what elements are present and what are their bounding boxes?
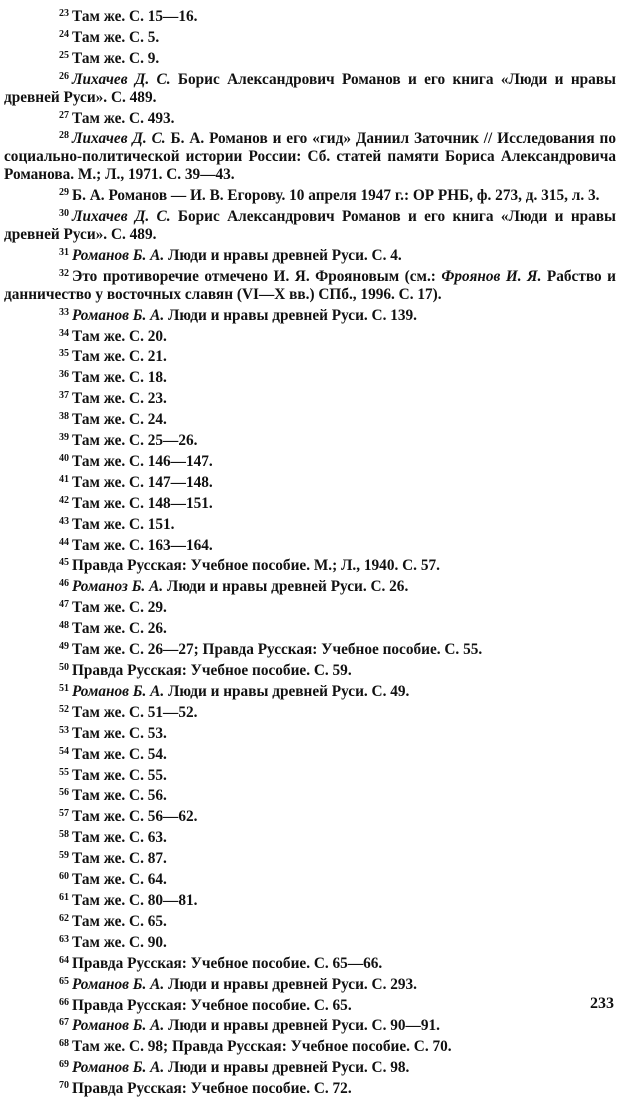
footnote-number: 66: [59, 996, 69, 1008]
footnote-author: Фроянов И. Я.: [441, 267, 542, 285]
footnote: [4, 127, 616, 184]
footnote-text: Там же. С. 87.: [72, 850, 167, 868]
footnote-number: 44: [59, 536, 69, 548]
footnote-number: 54: [59, 745, 69, 757]
footnote-text: Там же. С. 5.: [72, 28, 160, 46]
footnote: [4, 429, 616, 450]
footnote-text: Там же. С. 26.: [72, 620, 167, 638]
footnote-number: 39: [59, 432, 69, 444]
footnote-number: 24: [59, 28, 69, 40]
footnote-text: Там же. С. 15—16.: [72, 8, 198, 25]
footnote: [4, 68, 616, 107]
footnote-text: Там же. С. 53.: [72, 724, 167, 742]
footnote: [4, 1035, 616, 1056]
footnote-text: Там же. С. 55.: [72, 766, 167, 784]
footnote-number: 58: [59, 829, 69, 841]
footnote: [4, 1056, 616, 1077]
footnote: [4, 205, 616, 244]
footnote-number: 55: [59, 766, 69, 778]
footnote-number: 43: [59, 515, 69, 527]
footnote-number: 52: [59, 703, 69, 715]
footnote-text: Там же. С. 80—81.: [72, 891, 198, 909]
footnote: [4, 304, 616, 325]
footnote-text: Люди и нравы древней Руси. С. 139.: [164, 306, 418, 324]
footnote: [4, 868, 616, 889]
footnote: [4, 805, 616, 826]
footnote-number: 27: [59, 109, 69, 121]
footnote-text: Там же. С. 54.: [72, 745, 167, 763]
footnote-number: 30: [59, 208, 69, 220]
footnote-text: Там же. С. 98; Правда Русская: Учебное пособие. С. 70.: [72, 1038, 452, 1056]
footnote: [4, 244, 616, 265]
footnote-text: Там же. С. 24.: [72, 411, 167, 429]
footnote-number: 31: [59, 246, 69, 258]
footnote-text: Там же. С. 146—147.: [72, 452, 213, 470]
footnote-number: 34: [59, 327, 69, 339]
footnote-text: Там же. С. 493.: [72, 109, 175, 127]
footnote-text: Там же. С. 65.: [72, 912, 167, 930]
footnote-number: 38: [59, 411, 69, 423]
footnote: [4, 408, 616, 429]
footnote-text: Правда Русская: Учебное пособие. М.; Л., 1940. С. 57.: [72, 557, 440, 575]
footnote: [4, 345, 616, 366]
footnote-text: Там же. С. 29.: [72, 599, 167, 617]
footnote-text: Люди и нравы древней Руси. С. 26.: [163, 578, 409, 596]
footnote-text: Там же. С. 56.: [72, 787, 167, 805]
footnote-text: Правда Русская: Учебное пособие. С. 59.: [72, 662, 352, 679]
footnote: [4, 680, 616, 701]
footnote-text: Там же. С. 151.: [72, 515, 175, 533]
footnote-number: 23: [59, 8, 69, 19]
footnote-number: 28: [59, 130, 69, 142]
footnote: [4, 847, 616, 868]
footnote: [4, 450, 616, 471]
footnote-author: Романов Б. А.: [72, 1059, 165, 1077]
footnote-text: Там же. С. 163—164.: [72, 536, 213, 554]
footnote-number: 59: [59, 850, 69, 862]
footnote: [4, 596, 616, 617]
footnote-text: Там же. С. 21.: [72, 348, 167, 366]
footnote-text: Там же. С. 23.: [72, 390, 167, 408]
footnote-number: 33: [59, 306, 69, 318]
footnote: [4, 26, 616, 47]
footnote-text: Там же. С. 147—148.: [72, 473, 213, 491]
footnote-number: 49: [59, 641, 69, 653]
footnote: [4, 931, 616, 952]
footnote-text: Б. А. Романов и его «гид» Даниил Заточник // Исследования по социально-политической истории России: Сб. статей памяти Бориса Александровича Романова. М.; Л., 1971. С. 39—43.: [4, 130, 616, 184]
footnote-text: Там же. С. 9.: [72, 49, 160, 67]
footnote-text: Правда Русская: Учебное пособие. С. 65.: [72, 996, 352, 1014]
footnote-author: Лихачев Д. С.: [72, 70, 171, 88]
footnote-number: 35: [59, 348, 69, 360]
footnote-number: 68: [59, 1038, 69, 1050]
footnote-number: 62: [59, 912, 69, 924]
footnote-text: Люди и нравы древней Руси. С. 98.: [164, 1059, 410, 1077]
footnotes-list: [4, 5, 616, 1098]
footnote-text: Это противоречие отмечено И. Я. Фрояновым (см.:: [72, 267, 442, 285]
footnote: [4, 722, 616, 743]
footnote: [4, 1014, 616, 1035]
footnote: [4, 492, 616, 513]
footnote: [4, 47, 616, 68]
footnote-text: Там же. С. 90.: [72, 933, 167, 951]
footnote-author: Романов Б. А.: [72, 246, 165, 264]
footnote-text: Правда Русская: Учебное пособие. С. 65—66.: [72, 954, 383, 972]
footnote-number: 32: [59, 267, 69, 279]
footnote-author: Романов Б. А.: [72, 1017, 165, 1035]
footnote-text: Там же. С. 20.: [72, 327, 167, 345]
footnote-number: 26: [59, 70, 69, 82]
footnote-number: 25: [59, 49, 69, 61]
footnote-text: Там же. С. 64.: [72, 871, 167, 889]
footnote: [4, 910, 616, 931]
footnote-number: 69: [59, 1059, 69, 1071]
footnote: [4, 617, 616, 638]
footnote-author: Романов Б. А.: [72, 306, 165, 324]
footnote: [4, 973, 616, 994]
footnote-text: Там же. С. 25—26.: [72, 432, 198, 450]
footnote: [4, 743, 616, 764]
footnote: [4, 659, 616, 680]
footnote-number: 37: [59, 390, 69, 402]
footnote-text: Там же. С. 63.: [72, 829, 167, 847]
footnote-number: 50: [59, 662, 69, 673]
footnote: [4, 513, 616, 534]
footnote-number: 60: [59, 871, 69, 883]
footnote-text: Борис Александрович Романов и его книга «Люди и нравы древней Руси». С. 489.: [4, 208, 616, 243]
footnote-text: Люди и нравы древней Руси. С. 49.: [164, 682, 410, 700]
footnote-author: Романов Б. А.: [72, 682, 165, 700]
footnote-text: Люди и нравы древней Руси. С. 4.: [164, 246, 402, 264]
footnote-number: 47: [59, 599, 69, 611]
footnote: [4, 265, 616, 304]
footnote-text: Там же. С. 18.: [72, 369, 167, 387]
footnote: [4, 826, 616, 847]
footnote-number: 61: [59, 891, 69, 903]
footnote: [4, 701, 616, 722]
footnote: [4, 184, 616, 205]
footnote-text: Там же. С. 26—27; Правда Русская: Учебное пособие. С. 55.: [72, 641, 483, 659]
footnote: [4, 366, 616, 387]
footnote-number: 70: [59, 1080, 69, 1092]
footnote-text: Б. А. Романов — И. В. Егорову. 10 апреля 1947 г.: ОР РНБ, ф. 273, д. 315, л. 3.: [72, 187, 600, 205]
footnote: [4, 107, 616, 128]
footnote: [4, 554, 616, 575]
footnote-number: 46: [59, 578, 69, 590]
footnote: [4, 575, 616, 596]
footnote: [4, 1077, 616, 1098]
footnote-number: 45: [59, 557, 69, 569]
footnote-number: 57: [59, 808, 69, 820]
footnote-text: Рабство и данничество у восточных славян (VI—X вв.) СПб., 1996. С. 17).: [4, 267, 616, 303]
footnote: [4, 325, 616, 346]
footnote: [4, 471, 616, 492]
footnote-text: Там же. С. 148—151.: [72, 494, 213, 512]
page-number: 233: [590, 995, 614, 1012]
footnote-text: Там же. С. 51—52.: [72, 703, 198, 721]
footnote-number: 53: [59, 724, 69, 736]
footnote-number: 51: [59, 682, 69, 694]
footnote-number: 65: [59, 975, 69, 987]
footnote: [4, 784, 616, 805]
footnote-number: 48: [59, 620, 69, 632]
footnote-number: 56: [59, 787, 69, 799]
footnote: [4, 994, 616, 1015]
footnote-author: Романоз Б. А.: [72, 578, 164, 596]
footnote-author: Романов Б. А.: [72, 975, 165, 993]
footnote-number: 29: [59, 187, 69, 199]
footnote: [4, 387, 616, 408]
footnote: [4, 5, 616, 26]
footnote-text: Там же. С. 56—62.: [72, 808, 198, 826]
footnote-number: 64: [59, 954, 69, 966]
footnote-text: Борис Александрович Романов и его книга «Люди и нравы древней Руси». С. 489.: [4, 70, 616, 106]
footnote: [4, 952, 616, 973]
footnote-text: Люди и нравы древней Руси. С. 293.: [164, 975, 418, 993]
footnote-number: 36: [59, 369, 69, 381]
footnote-number: 67: [59, 1017, 69, 1029]
footnote: [4, 889, 616, 910]
footnote: [4, 638, 616, 659]
footnote: [4, 534, 616, 555]
footnote-text: Правда Русская: Учебное пособие. С. 72.: [72, 1080, 352, 1098]
footnote: [4, 764, 616, 785]
footnote-number: 42: [59, 494, 69, 506]
footnote-author: Лихачев Д. С.: [72, 130, 166, 148]
footnote-author: Лихачев Д. С.: [72, 208, 171, 226]
footnote-number: 63: [59, 933, 69, 945]
footnote-text: Люди и нравы древней Руси. С. 90—91.: [164, 1017, 440, 1035]
footnote-number: 40: [59, 452, 69, 464]
footnote-number: 41: [59, 473, 69, 485]
